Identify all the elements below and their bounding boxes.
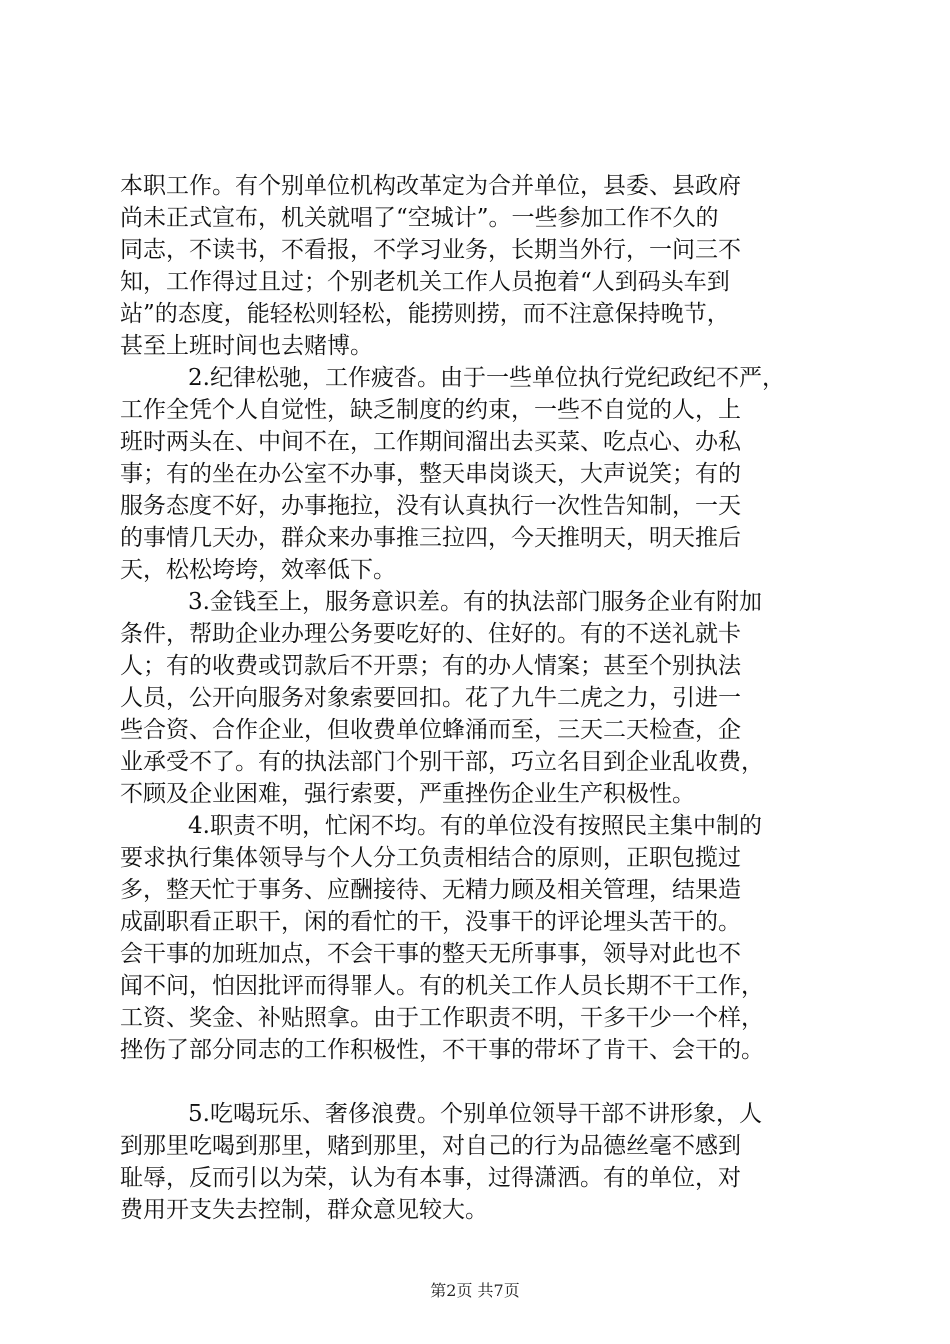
paragraph-line: 会干事的加班加点，不会干事的整天无所事事，领导对此也不 [120,941,741,967]
paragraph-line: 不顾及企业困难，强行索要，严重挫伤企业生产积极性。 [120,781,695,807]
paragraph-line: 本职工作。有个别单位机构改革定为合并单位，县委、县政府 [120,173,741,199]
paragraph-line: 站”的态度，能轻松则轻松，能捞则捞，而不注意保持晚节， [120,301,730,327]
paragraph-line: 服务态度不好，办事拖拉，没有认真执行一次性告知制，一天 [120,493,741,519]
paragraph-first-line: 3.金钱至上，服务意识差。有的执法部门服务企业有附加 [188,589,762,615]
paragraph-line: 人；有的收费或罚款后不开票；有的办人情案；甚至个别执法 [120,653,741,679]
paragraph-line: 要求执行集体领导与个人分工负责相结合的原则，正职包揽过 [120,845,741,871]
paragraph-line: 耻辱，反而引以为荣，认为有本事，过得潇洒。有的单位，对 [120,1165,741,1191]
paragraph-line: 条件，帮助企业办理公务要吃好的、住好的。有的不送礼就卡 [120,621,741,647]
page-number-label: 第2页 共7页 [430,1281,520,1300]
paragraph-line: 业承受不了。有的执法部门个别干部，巧立名目到企业乱收费， [120,749,764,775]
paragraph-line: 到那里吃喝到那里，赌到那里，对自己的行为品德丝毫不感到 [120,1133,741,1159]
paragraph-line: 挫伤了部分同志的工作积极性，不干事的带坏了肯干、会干的。 [120,1037,764,1063]
page-footer [0,1279,950,1303]
paragraph-line: 班时两头在、中间不在，工作期间溜出去买菜、吃点心、办私 [120,429,741,455]
paragraph-first-line: 5.吃喝玩乐、奢侈浪费。个别单位领导干部不讲形象，人 [188,1101,762,1127]
paragraph-first-line: 2.纪律松驰，工作疲沓。由于一些单位执行党纪政纪不严， [188,365,785,391]
paragraph-line: 天，松松垮垮，效率低下。 [120,557,396,583]
document-body [120,170,838,1226]
paragraph-line: 事；有的坐在办公室不办事，整天串岗谈天，大声说笑；有的 [120,461,741,487]
paragraph-line: 甚至上班时间也去赌博。 [120,333,373,359]
paragraph-line: 同志，不读书，不看报，不学习业务，长期当外行，一问三不 [120,237,741,263]
paragraph-line: 知，工作得过且过；个别老机关工作人员抱着“人到码头车到 [120,269,730,295]
paragraph-line: 闻不问，怕因批评而得罪人。有的机关工作人员长期不干工作， [120,973,764,999]
paragraph-line: 些合资、合作企业，但收费单位蜂涌而至，三天二天检查，企 [120,717,741,743]
paragraph-line: 成副职看正职干，闲的看忙的干，没事干的评论埋头苦干的。 [120,909,741,935]
paragraph-first-line: 4.职责不明，忙闲不均。有的单位没有按照民主集中制的 [188,813,762,839]
paragraph-line: 人员，公开向服务对象索要回扣。花了九牛二虎之力，引进一 [120,685,741,711]
paragraph-line: 工资、奖金、补贴照拿。由于工作职责不明，干多干少一个样， [120,1005,764,1031]
paragraph-line: 的事情几天办，群众来办事推三拉四，今天推明天，明天推后 [120,525,741,551]
paragraph-line: 多，整天忙于事务、应酬接待、无精力顾及相关管理，结果造 [120,877,741,903]
paragraph-line: 费用开支失去控制，群众意见较大。 [120,1197,488,1223]
paragraph-line: 尚未正式宣布，机关就唱了“空城计”。一些参加工作不久的 [120,205,719,231]
paragraph-line: 工作全凭个人自觉性，缺乏制度的约束，一些不自觉的人，上 [120,397,741,423]
paragraph-spacer [120,1066,838,1098]
